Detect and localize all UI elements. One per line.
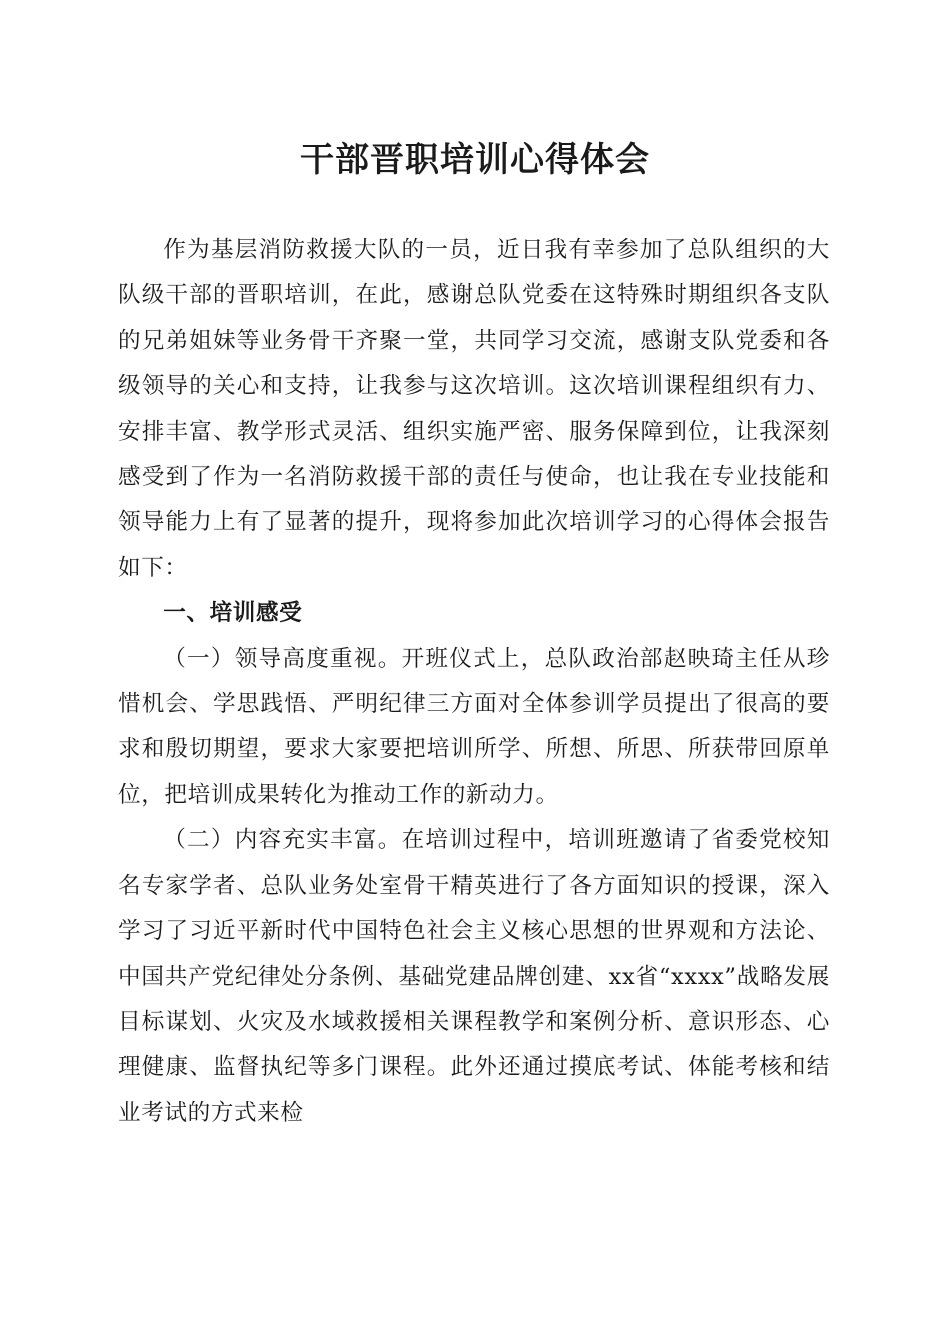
item-paragraph-1 [118, 637, 830, 819]
item-text-1: 开班仪式上，总队政治部赵映琦主任从珍惜机会、学思践悟、严明纪律三方面对全体参训学员提出了很高的要求和殷切期望，要求大家要把培训所学、所想、所思、所获带回原单位，把培训成果转化为推动工作的新动力。 [118, 645, 830, 808]
item-lead-2: （二）内容充实丰富。 [163, 827, 402, 854]
section-heading-1: 一、培训感受 [163, 600, 303, 627]
item-paragraph-2 [118, 818, 830, 1136]
item-lead-1: （一）领导高度重视。 [163, 645, 402, 672]
document-title: 干部晋职培训心得体会 [300, 140, 650, 180]
document-body [118, 228, 830, 1136]
intro-paragraph: 作为基层消防救援大队的一员，近日我有幸参加了总队组织的大队级干部的晋职培训，在此，感谢总队党委在这特殊时期组织各支队的兄弟姐妹等业务骨干齐聚一堂，共同学习交流，感谢支队党委和各级领导的关心和支持，让我参与这次培训。这次培训课程组织有力、安排丰富、教学形式灵活、组织实施严密、服务保障到位，让我深刻感受到了作为一名消防救援干部的责任与使命，也让我在专业技能和领导能力上有了显著的提升，现将参加此次培训学习的心得体会报告如下： [118, 237, 830, 581]
item-text-2: 在培训过程中，培训班邀请了省委党校知名专家学者、总队业务处室骨干精英进行了各方面知识的授课，深入学习了习近平新时代中国特色社会主义核心思想的世界观和方法论、中国共产党纪律处分条例、基础党建品牌创建、xx省“xxxx”战略发展目标谋划、火灾及水域救援相关课程教学和案例分析、意识形态、心理健康、监督执纪等多门课程。此外还通过摸底考试、体能考核和结业考试的方式来检 [118, 827, 830, 1126]
